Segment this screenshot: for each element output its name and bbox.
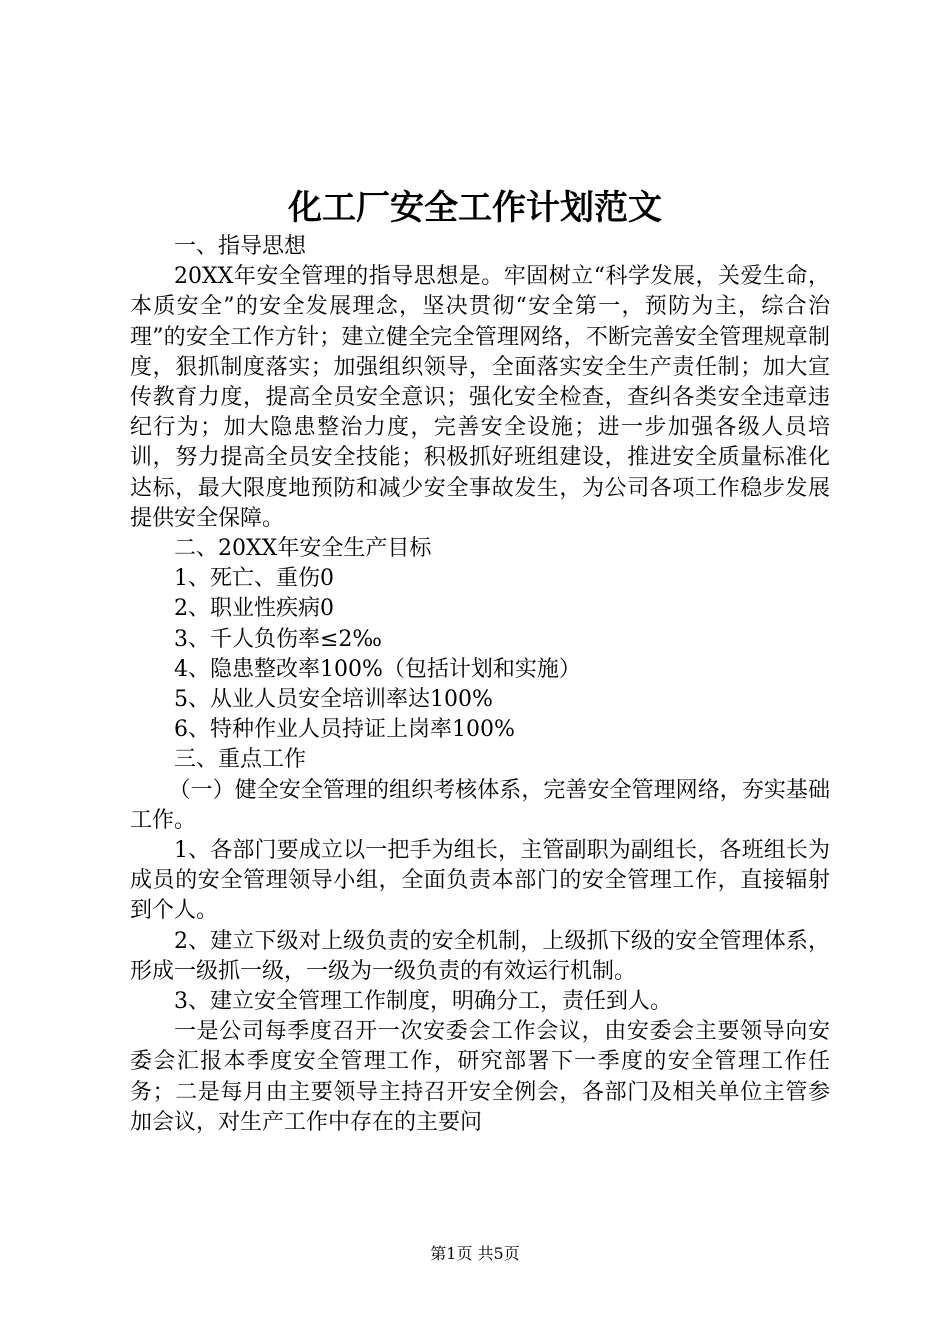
paragraph: 3、建立安全管理工作制度，明确分工，责任到人。	[174, 989, 672, 1015]
paragraph: 2、建立下级对上级负责的安全机制，上级抓下级的安全管理体系，形成一级抓一级，一级为一级负责的有效运行机制。	[130, 928, 830, 984]
section-heading: 三、重点工作	[174, 747, 307, 773]
paragraph: 一是公司每季度召开一次安委会工作会议，由安委会主要领导向安委会汇报本季度安全管理工作，研究部署下一季度的安全管理工作任务；二是每月由主要领导主持召开安全例会，各部门及相关单位主管参加会议，对生产工作中存在的主要问	[130, 1019, 830, 1135]
list-item: 6、特种作业人员持证上岗率100%	[174, 717, 515, 743]
list-item: 1、死亡、重伤0	[174, 566, 334, 592]
section-heading: 二、20XX年安全生产目标	[174, 536, 432, 562]
subsection-heading: （一）健全安全管理的组织考核体系，完善安全管理网络，夯实基础工作。	[130, 777, 830, 833]
list-item: 2、职业性疾病0	[174, 596, 334, 622]
paragraph: 1、各部门要成立以一把手为组长，主管副职为副组长，各班组长为成员的安全管理领导小组，全面负责本部门的安全管理工作，直接辐射到个人。	[130, 838, 830, 924]
page-footer: 第1页 共5页	[430, 1244, 520, 1263]
list-item: 4、隐患整改率100%（包括计划和实施）	[174, 656, 581, 682]
section-heading: 一、指导思想	[174, 234, 307, 259]
list-item: 3、千人负伤率≤2‰	[174, 626, 382, 652]
document-title: 化工厂安全工作计划范文	[288, 188, 662, 228]
document-body	[130, 232, 830, 1138]
list-item: 5、从业人员安全培训率达100%	[174, 687, 493, 713]
paragraph: 20XX年安全管理的指导思想是。牢固树立“科学发展，关爱生命，本质安全”的安全发展理念，坚决贯彻“安全第一，预防为主，综合治理”的安全工作方针；建立健全完全管理网络，不断完善安全管理规章制度，狠抓制度落实；加强组织领导，全面落实安全生产责任制；加大宣传教育力度，提高全员安全意识；强化安全检查，查纠各类安全违章违纪行为；加大隐患整治力度，完善安全设施；进一步加强各级人员培训，努力提高全员安全技能；积极抓好班组建设，推进安全质量标准化达标，最大限度地预防和减少安全事故发生，为公司各项工作稳步发展提供安全保障。	[130, 264, 830, 531]
